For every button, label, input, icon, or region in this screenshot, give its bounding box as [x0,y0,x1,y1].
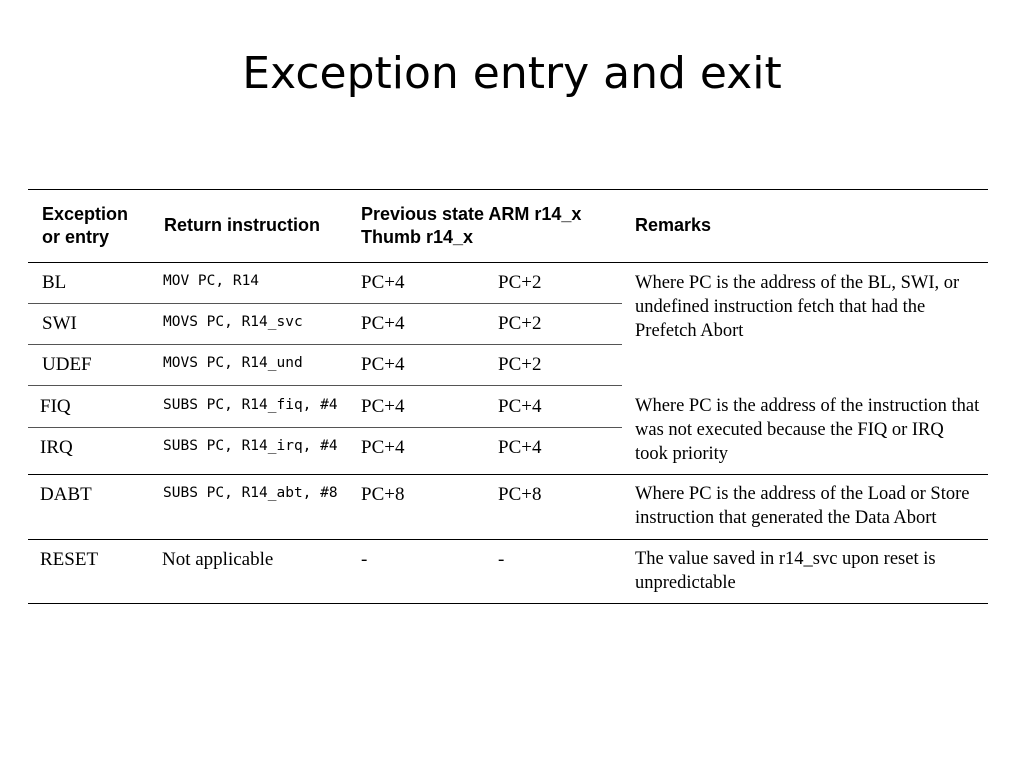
row-thumb-state: PC+4 [498,437,542,458]
row-instruction: SUBS PC, R14_abt, #8 [163,485,338,501]
row-instruction: SUBS PC, R14_irq, #4 [163,438,338,454]
row-exception: BL [42,272,67,293]
row-thumb-state: PC+2 [498,272,542,293]
row-arm-state: PC+4 [361,313,405,334]
row-exception: IRQ [40,437,73,458]
header-return-instruction: Return instruction [164,215,320,235]
row-divider [28,385,622,386]
remark-bl-swi-udef: Where PC is the address of the BL, SWI, or undefined instruction fetch that had the Prefetch Abort [635,273,960,341]
header-bottom-rule [28,262,988,263]
row-instruction: MOV PC, R14 [163,273,260,289]
slide-title: Exception entry and exit [242,48,782,99]
row-divider [28,344,622,345]
header-previous-state-line1: Previous state ARM r14_x [361,204,582,224]
header-exception-line1: Exception [42,204,129,224]
header-remarks: Remarks [635,215,712,235]
row-divider [28,539,988,540]
row-thumb-state: PC+2 [498,354,542,375]
row-thumb-state: PC+2 [498,313,542,334]
row-arm-state: - [361,549,368,570]
row-exception: SWI [42,313,77,334]
row-exception: UDEF [42,354,92,375]
row-exception: DABT [40,484,92,505]
header-previous-state-line2: Thumb r14_x [361,227,474,247]
row-thumb-state: PC+8 [498,484,542,505]
row-divider [28,427,622,428]
exception-table [28,189,988,605]
header-previous-state [361,203,581,249]
header-exception [42,203,128,249]
row-thumb-state: PC+4 [498,396,542,417]
row-exception: RESET [40,549,99,570]
row-instruction: Not applicable [162,549,274,570]
row-arm-state: PC+4 [361,354,405,375]
row-exception: FIQ [40,396,71,417]
remark-fiq-irq: Where PC is the address of the instruction that was not executed because the FIQ or IRQ took priority [635,396,980,464]
row-arm-state: PC+4 [361,437,405,458]
row-instruction: SUBS PC, R14_fiq, #4 [163,397,338,413]
row-instruction: MOVS PC, R14_svc [163,314,303,330]
remark-reset: The value saved in r14_svc upon reset is unpredictable [635,549,936,593]
header-exception-line2: or entry [42,227,110,247]
row-arm-state: PC+4 [361,396,405,417]
row-thumb-state: - [498,549,505,570]
table-bottom-rule [28,603,988,604]
remark-dabt: Where PC is the address of the Load or Store instruction that generated the Data Abort [635,484,970,528]
row-instruction: MOVS PC, R14_und [163,355,303,371]
row-divider [28,474,988,475]
row-arm-state: PC+8 [361,484,405,505]
row-divider [28,303,622,304]
table-top-rule [28,189,988,190]
row-arm-state: PC+4 [361,272,405,293]
